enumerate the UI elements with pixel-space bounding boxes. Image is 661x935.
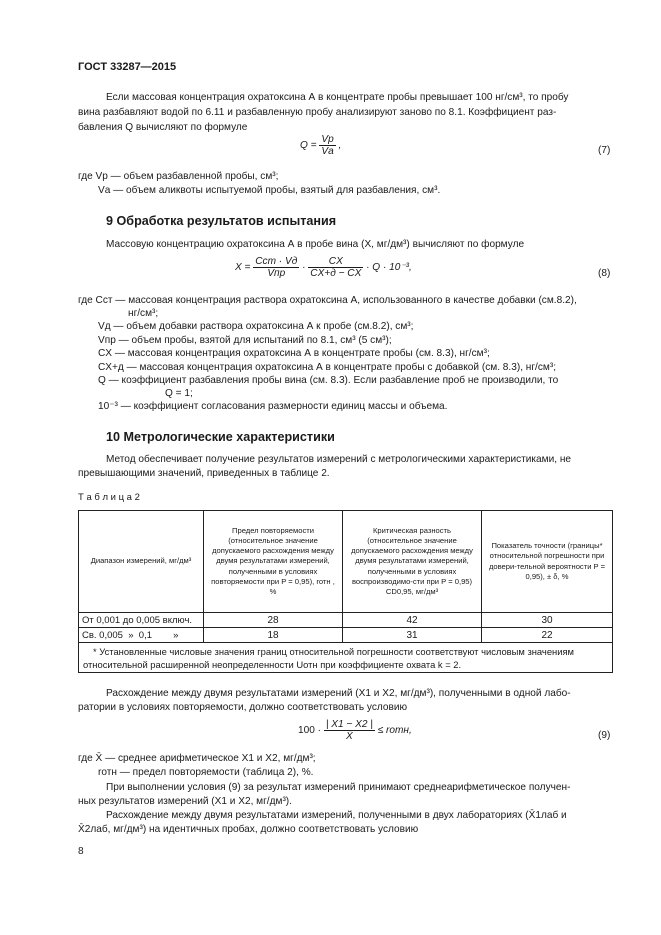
cell-range: От 0,001 до 0,005 включ.	[79, 613, 204, 628]
fraction-denominator: CX+д − CX	[310, 268, 362, 279]
formula-9	[298, 719, 412, 742]
paragraph-line: Массовую концентрацию охратоксина А в пробе вина (X, мг/дм³) вычисляют по формуле	[106, 239, 525, 250]
formula-tail: ,	[338, 140, 342, 151]
cell-delta: 30	[482, 613, 613, 628]
formula-7	[300, 134, 341, 157]
formula-dot: ·	[302, 262, 306, 273]
header-accuracy: Показатель точности (границы* относительной погрешности при довери-тельной вероятности P = 0,95), ± δ, %	[482, 511, 613, 613]
formula-lhs: Q =	[300, 140, 317, 151]
header-critical-difference: Критическая разность (относительное значение допускаемого расхождения между двумя результатами измерений, полученными в условиях воспроизводимо-сти при P = 0,95) CD0,95, мг/дм³	[343, 511, 482, 613]
paragraph-line: Расхождение между двумя результатами измерений (X1 и X2, мг/дм³), полученными в одной лабо-	[106, 688, 571, 699]
table-row	[79, 628, 613, 643]
where-line: где X̄ — среднее арифметическое X1 и X2, мг/дм³;	[78, 753, 316, 764]
fraction	[324, 719, 375, 742]
where-line: rотн — предел повторяемости (таблица 2), %.	[98, 767, 314, 778]
table-row	[79, 613, 613, 628]
fraction	[319, 134, 335, 157]
header-repeatability: Предел повторяемости (относительное значение допускаемого расхождения между двумя результатами измерений, полученными в условиях повторяемости при P = 0,95), rотн , %	[204, 511, 343, 613]
paragraph-line: бавления Q вычисляют по формуле	[78, 122, 248, 133]
fraction-denominator: Vа	[321, 146, 334, 157]
cell-cd: 42	[343, 613, 482, 628]
fraction-denominator: X̄	[345, 731, 353, 742]
formula-lhs: X =	[235, 262, 251, 273]
equation-number: (9)	[598, 730, 611, 741]
footnote-line: относительной расширенной неопределенности Uотн при коэффициенте охвата k = 2.	[83, 658, 462, 670]
fraction	[253, 256, 299, 279]
where-line: нг/см³;	[128, 308, 159, 319]
formula-8	[235, 256, 412, 279]
paragraph-line: ратории в условиях повторяемости, должно соответствовать условию	[78, 702, 408, 713]
table-caption: Т а б л и ц а 2	[78, 492, 140, 503]
cell-r: 28	[204, 613, 343, 628]
table-header-row	[79, 511, 613, 613]
fraction-numerator: CX	[308, 256, 363, 268]
paragraph-line: превышающими значений, приведенных в таблице 2.	[78, 468, 330, 479]
table-footnote	[79, 643, 613, 673]
cell-range: Св. 0,005 » 0,1 »	[79, 628, 204, 643]
header-range: Диапазон измерений, мг/дм³	[79, 511, 204, 613]
where-line: Q = 1;	[165, 388, 193, 399]
fraction-numerator: Cст · Vд	[255, 256, 298, 267]
cell-r: 18	[204, 628, 343, 643]
footnote-line: * Установленные числовые значения границ относительной погрешности соответствуют числовым значениям	[93, 645, 574, 657]
where-line: где Cст — массовая концентрация раствора охратоксина А, использованного в качестве добавки (см.8.2),	[78, 295, 577, 306]
document-header: ГОСТ 33287—2015	[78, 61, 177, 73]
cell-cd: 31	[343, 628, 482, 643]
equation-number: (7)	[598, 145, 611, 156]
paragraph-line: вина разбавляют водой по 6.11 и разбавленную пробу анализируют заново по 8.1. Коэффициент раз-	[78, 107, 557, 118]
where-line: Vд — объем добавки раствора охратоксина А к пробе (см.8.2), см³;	[98, 321, 414, 332]
table-2	[78, 510, 613, 673]
paragraph-line: Метод обеспечивает получение результатов измерений с метрологическими характеристиками, не	[106, 454, 572, 465]
where-line: где Vр — объем разбавленной пробы, см³;	[78, 171, 279, 182]
paragraph-line: При выполнении условия (9) за результат измерений принимают среднеарифметическое получен-	[106, 782, 571, 793]
where-line: Q — коэффициент разбавления пробы вина (см. 8.3). Если разбавление проб не производили, то	[98, 375, 559, 386]
fraction-denominator: Vпр	[267, 268, 286, 279]
section-heading: 10 Метрологические характеристики	[106, 430, 335, 444]
where-line: Vпр — объем пробы, взятой для испытаний по 8.1, см³ (5 см³);	[98, 335, 392, 346]
paragraph-line: Если массовая концентрация охратоксина А в концентрате пробы превышает 100 нг/см³, то пробу	[106, 92, 569, 103]
formula-tail: · Q · 10⁻³,	[366, 262, 412, 273]
section-heading: 9 Обработка результатов испытания	[106, 214, 337, 228]
table-footnote-row	[79, 643, 613, 673]
cell-delta: 22	[482, 628, 613, 643]
where-line: 10⁻³ — коэффициент согласования размерности единиц массы и объема.	[98, 401, 448, 412]
equation-number: (8)	[598, 268, 611, 279]
where-line: CX+д — массовая концентрация охратоксина А в концентрате пробы с добавкой (см. 8.3), нг/см³;	[98, 362, 557, 373]
paragraph-line: Расхождение между двумя результатами измерений, полученными в двух лабораториях (X̄1лаб и	[106, 810, 567, 821]
where-line: CX — массовая концентрация охратоксина А в концентрате пробы (см. 8.3), нг/см³;	[98, 348, 490, 359]
formula-lhs: 100 ·	[298, 725, 322, 736]
fraction-numerator: | X1 − X2 |	[325, 719, 373, 730]
paragraph-line: ных результатов измерений (X1 и X2, мг/дм³).	[78, 796, 292, 807]
page-number: 8	[78, 846, 84, 857]
paragraph-line: X̄2лаб, мг/дм³) на идентичных пробах, должно соответствовать условию	[78, 824, 419, 835]
where-line: Vа — объем аликвоты испытуемой пробы, взятый для разбавления, см³.	[98, 185, 441, 196]
fraction	[308, 256, 363, 279]
formula-rhs: ≤ rотн,	[377, 725, 412, 736]
fraction-numerator: Vр	[321, 134, 334, 145]
